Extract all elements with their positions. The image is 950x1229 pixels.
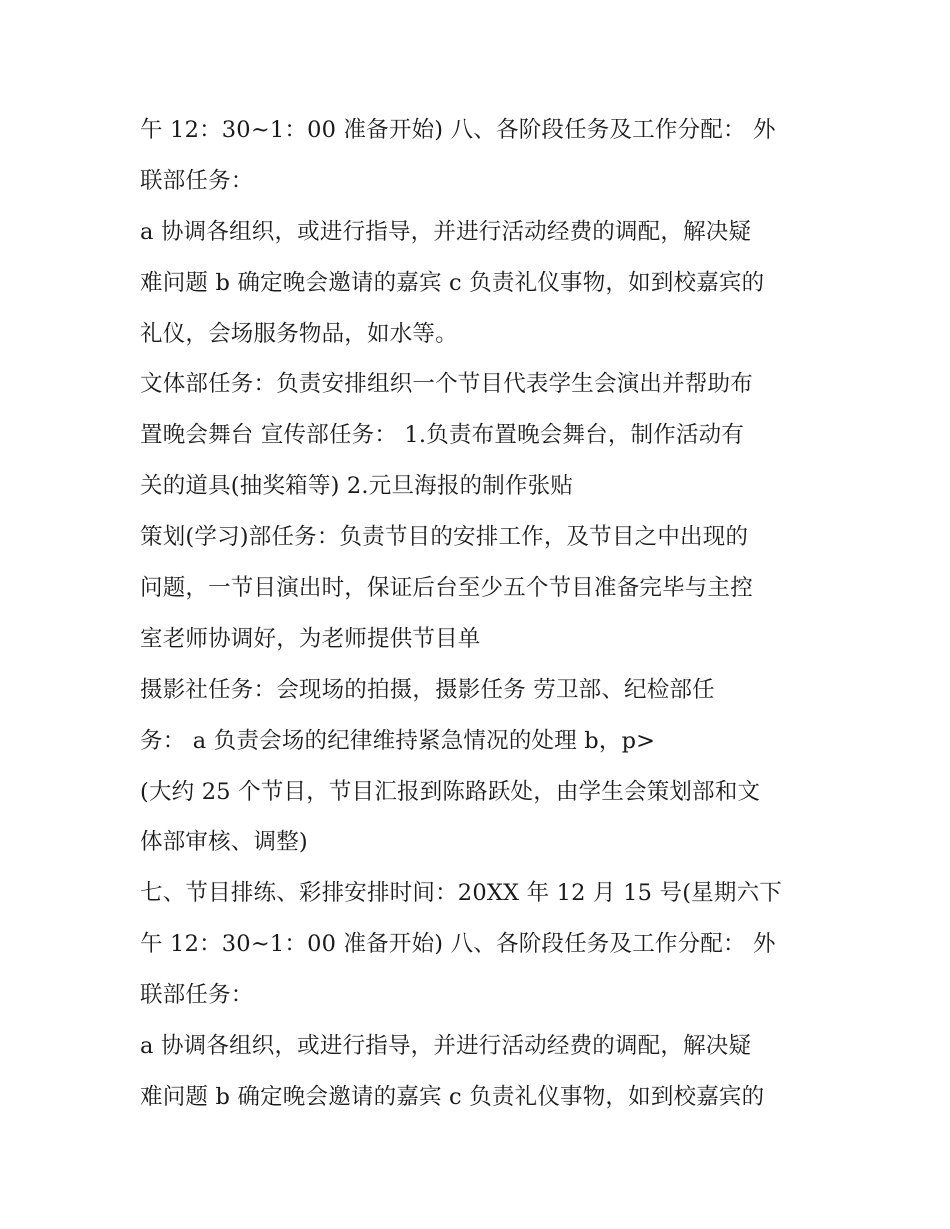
text-line: 难问题 b 确定晚会邀请的嘉宾 c 负责礼仪事物，如到校嘉宾的 [140, 269, 765, 296]
document-body [140, 110, 840, 1128]
text-line: 难问题 b 确定晚会邀请的嘉宾 c 负责礼仪事物，如到校嘉宾的 [140, 1083, 765, 1110]
text-line: 务： a 负责会场的纪律维持紧急情况的处理 b，p> [140, 727, 656, 754]
text-line: a 协调各组织，或进行指导，并进行活动经费的调配，解决疑 [140, 1033, 752, 1060]
text-line: 摄影社任务：会现场的拍摄，摄影任务 劳卫部、纪检部任 [140, 676, 715, 703]
text-line: 体部审核、调整) [140, 829, 308, 856]
text-line: a 协调各组织，或进行指导，并进行活动经费的调配，解决疑 [140, 218, 752, 245]
text-line: 午 12：30~1：00 准备开始) 八、各阶段任务及工作分配： 外 [140, 117, 776, 143]
text-line: 室老师协调好，为老师提供节目单 [140, 625, 481, 652]
text-line: 联部任务： [140, 167, 254, 194]
text-line: 七、节目排练、彩排安排时间：20XX 年 12 月 15 号(星期六下 [140, 880, 782, 907]
text-line: 联部任务： [140, 982, 254, 1009]
text-line: 问题，一节目演出时，保证后台至少五个节目准备完毕与主控 [140, 575, 753, 602]
text-line: 礼仪，会场服务物品，如水等。 [140, 320, 458, 347]
text-line: 文体部任务：负责安排组织一个节目代表学生会演出并帮助布 [140, 371, 753, 398]
text-line: 策划(学习)部任务：负责节目的安排工作，及节目之中出现的 [140, 524, 749, 551]
text-line: 午 12：30~1：00 准备开始) 八、各阶段任务及工作分配： 外 [140, 931, 776, 958]
text-line: 关的道具(抽奖箱等) 2.元旦海报的制作张贴 [140, 473, 574, 500]
text-line: 置晚会舞台 宣传部任务： 1.负责布置晚会舞台，制作活动有 [140, 422, 745, 449]
text-line: (大约 25 个节目，节目汇报到陈路跃处，由学生会策划部和文 [140, 778, 761, 805]
